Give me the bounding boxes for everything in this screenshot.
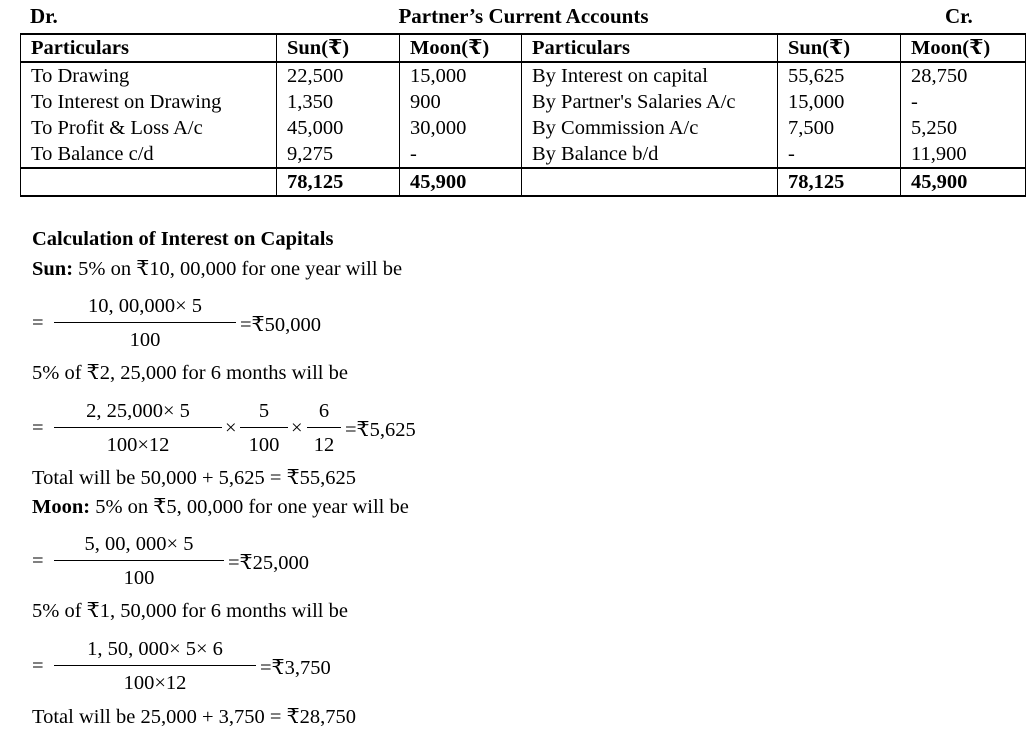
current-accounts-table bbox=[20, 33, 1026, 197]
equals-sign: = bbox=[32, 417, 44, 439]
column-header: Sun(₹) bbox=[277, 34, 400, 62]
table-row bbox=[21, 141, 1026, 168]
table-cell: 15,000 bbox=[778, 89, 901, 115]
numerator: 1, 50, 000× 5× 6 bbox=[87, 638, 223, 660]
table-cell: - bbox=[400, 141, 522, 168]
table-row bbox=[21, 89, 1026, 115]
debit-label: Dr. bbox=[30, 4, 58, 28]
denominator: 100×12 bbox=[123, 672, 187, 694]
page-title: Partner’s Current Accounts bbox=[398, 4, 649, 28]
table-cell: 55,625 bbox=[778, 62, 901, 89]
table-cell: 15,000 bbox=[400, 62, 522, 89]
moon-line-2: 5% of ₹1, 50,000 for 6 months will be bbox=[32, 600, 348, 622]
table-cell: 1,350 bbox=[277, 89, 400, 115]
sun-line-2: 5% of ₹2, 25,000 for 6 months will be bbox=[32, 362, 348, 384]
table-cell bbox=[21, 168, 277, 196]
denominator: 12 bbox=[313, 434, 335, 456]
fraction bbox=[54, 528, 224, 593]
table-cell bbox=[522, 168, 778, 196]
table-cell: 9,275 bbox=[277, 141, 400, 168]
result: =₹50,000 bbox=[240, 314, 321, 336]
numerator: 2, 25,000× 5 bbox=[86, 400, 190, 422]
table-cell: - bbox=[901, 89, 1026, 115]
moon-line-1 bbox=[32, 494, 409, 519]
result: =₹25,000 bbox=[228, 552, 309, 574]
fraction bbox=[54, 633, 256, 698]
table-header-row bbox=[21, 34, 1026, 62]
table-cell: By Commission A/c bbox=[522, 115, 778, 141]
column-header: Sun(₹) bbox=[778, 34, 901, 62]
table-cell: To Drawing bbox=[21, 62, 277, 89]
sun-line-1-text: 5% on ₹10, 00,000 for one year will be bbox=[73, 258, 403, 280]
column-header: Moon(₹) bbox=[901, 34, 1026, 62]
denominator: 100 bbox=[129, 329, 161, 351]
moon-line-1-text: 5% on ₹5, 00,000 for one year will be bbox=[90, 496, 409, 518]
table-cell: 28,750 bbox=[901, 62, 1026, 89]
result: =₹5,625 bbox=[345, 419, 416, 441]
table-cell: 22,500 bbox=[277, 62, 400, 89]
numerator: 10, 00,000× 5 bbox=[87, 295, 203, 317]
fraction bbox=[54, 290, 236, 355]
table-total-row bbox=[21, 168, 1026, 196]
numerator: 5 bbox=[258, 400, 270, 422]
column-header: Particulars bbox=[522, 34, 778, 62]
table-cell: 78,125 bbox=[778, 168, 901, 196]
table-cell: To Interest on Drawing bbox=[21, 89, 277, 115]
sun-line-1 bbox=[32, 256, 402, 281]
table-row bbox=[21, 62, 1026, 89]
equals-sign: = bbox=[32, 655, 44, 677]
column-header: Moon(₹) bbox=[400, 34, 522, 62]
table-cell: 45,900 bbox=[901, 168, 1026, 196]
table-cell: By Interest on capital bbox=[522, 62, 778, 89]
result: =₹3,750 bbox=[260, 657, 331, 679]
times-sign: × bbox=[291, 417, 303, 439]
fraction bbox=[240, 395, 288, 460]
numerator: 5, 00, 000× 5 bbox=[84, 533, 194, 555]
table-row bbox=[21, 115, 1026, 141]
table-cell: 30,000 bbox=[400, 115, 522, 141]
equals-sign: = bbox=[32, 312, 44, 334]
calc-heading: Calculation of Interest on Capitals bbox=[32, 228, 334, 250]
table-cell: 5,250 bbox=[901, 115, 1026, 141]
table-cell: To Balance c/d bbox=[21, 141, 277, 168]
credit-label: Cr. bbox=[945, 4, 973, 28]
moon-label: Moon: bbox=[32, 496, 91, 518]
table-cell: By Partner's Salaries A/c bbox=[522, 89, 778, 115]
table-cell: To Profit & Loss A/c bbox=[21, 115, 277, 141]
numerator: 6 bbox=[318, 400, 330, 422]
denominator: 100×12 bbox=[106, 434, 170, 456]
table-cell: 45,000 bbox=[277, 115, 400, 141]
sun-total: Total will be 50,000 + 5,625 = ₹55,625 bbox=[32, 467, 356, 489]
table-cell: 900 bbox=[400, 89, 522, 115]
fraction bbox=[54, 395, 222, 460]
denominator: 100 bbox=[123, 567, 155, 589]
table-cell: 45,900 bbox=[400, 168, 522, 196]
times-sign: × bbox=[225, 417, 237, 439]
fraction bbox=[307, 395, 341, 460]
table-cell: 7,500 bbox=[778, 115, 901, 141]
column-header: Particulars bbox=[21, 34, 277, 62]
equals-sign: = bbox=[32, 550, 44, 572]
sun-label: Sun: bbox=[32, 258, 74, 280]
moon-total: Total will be 25,000 + 3,750 = ₹28,750 bbox=[32, 706, 356, 728]
table-cell: 78,125 bbox=[277, 168, 400, 196]
table-cell: 11,900 bbox=[901, 141, 1026, 168]
table-cell: - bbox=[778, 141, 901, 168]
table-cell: By Balance b/d bbox=[522, 141, 778, 168]
denominator: 100 bbox=[248, 434, 280, 456]
